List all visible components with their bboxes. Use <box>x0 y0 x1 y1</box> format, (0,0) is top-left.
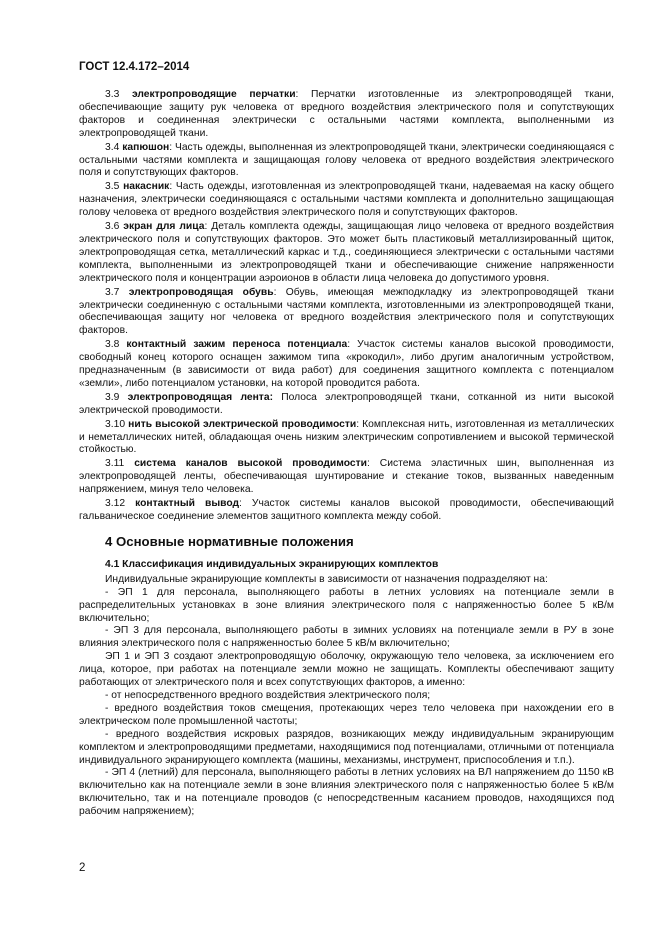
body-paragraph: - от непосредственного вредного воздействия электрического поля; <box>105 689 431 701</box>
definition-number: 3.3 <box>105 89 120 100</box>
definition-number: 3.9 <box>105 391 120 403</box>
body-paragraph: - вредного воздействия токов смещения, протекающих через тело человека при нахождении его в электрическом поле промышленной частоты; <box>79 702 614 727</box>
definition-term: накасник <box>123 181 170 193</box>
definition-item <box>79 458 614 497</box>
definition-term: электропроводящая лента: <box>127 391 274 403</box>
definition-number: 3.12 <box>105 498 126 510</box>
definition-item <box>79 339 614 391</box>
body-paragraph: - ЭП 1 для персонала, выполняющего работы в летних условиях на потенциале земли в распределительных установках в зоне влияния электрического поля с напряженностью более 5 кВ/м включительно; <box>79 586 614 624</box>
definition-term: контактный зажим переноса потенциала <box>126 339 348 351</box>
definition-item <box>79 287 614 339</box>
definition-term: система каналов высокой проводимости <box>134 458 367 470</box>
definition-item <box>79 89 614 141</box>
definition-text: : Участок системы каналов высокой проводимости, свободный конец которого оснащен зажимом типа «крокодил», либо другим аналогичным устройством, предназначенным (в зависимости от вида работ) для соединения защитного комплекта с потенциалом «земли», либо потенциалом установки, на которой проводится работа. <box>79 339 614 389</box>
definition-number: 3.6 <box>105 221 120 233</box>
definition-term: электропроводящие перчатки <box>131 89 296 100</box>
definition-number: 3.10 <box>105 418 126 430</box>
body-paragraph: - ЭП 4 (летний) для персонала, выполняющего работы в летних условиях на ВЛ напряжением до 1150 кВ включительно как на потенциале земли в зоне влияния электрического поля с напряженностью более 5 кВ/м включительно, так и на потенциале проводов (с непосредственным касанием проводов, находящихся под рабочим напряжением); <box>79 767 614 818</box>
definition-text: : Комплексная нить, изготовленная из металлических и неметаллических нитей, обладающая очень низким электрическим сопротивлением и высокой термической стойкостью. <box>79 418 614 456</box>
definition-text: : Обувь, имеющая межподкладку из электропроводящей ткани электрически соединенную с остальными частями комплекта, изготовленными из электропроводящей ткани, обеспечивающая защиту ног человека от вредного воздействия электрического поля и сопутствующих факторов. <box>79 286 614 337</box>
definition-term: электропроводящая обувь <box>128 286 274 298</box>
definition-term: контактный вывод <box>135 498 240 510</box>
definition-number: 3.7 <box>105 286 120 298</box>
definition-term: экран для лица <box>123 221 205 233</box>
definition-term: нить высокой электрической проводимости <box>128 418 357 430</box>
definitions-list <box>79 89 614 524</box>
definition-item <box>79 142 614 181</box>
definition-text: : Часть одежды, изготовленная из электропроводящей ткани, надеваемая на каску общего назначения, электрически соединяющаяся с остальными частями комплекта и дополнительно защищающая голову человека от вредного воздействия электрического поля и сопутствующих факторов. <box>79 181 614 219</box>
body-paragraph: ЭП 1 и ЭП 3 создают электропроводящую оболочку, окружающую тело человека, за исключением его лица, которое, при работах на потенциале земли можно не защищать. Комплекты обеспечивают защиту работающих от электрического поля и всех сопутствующих факторов, а именно: <box>79 651 614 689</box>
definition-number: 3.5 <box>105 181 120 193</box>
page-content <box>79 89 614 819</box>
definition-term: капюшон <box>122 141 170 153</box>
definition-item <box>79 392 614 418</box>
definition-text: : Система эластичных шин, выполненная из электропроводящей ленты, обеспечивающая шунтирование и стекание токов, вызванных наведенным напряжением, минуя тело человека. <box>79 458 614 496</box>
definition-text: : Перчатки изготовленные из электропроводящей ткани, обеспечивающие защиту рук человека от вредного воздействия электрического поля и сопутствующих факторов и соединенная электрически с остальными частями комплекта, выполненными из электропроводящей ткани. <box>79 89 614 139</box>
section-title: 4 Основные нормативные положения <box>105 533 354 549</box>
definition-text: : Участок системы каналов высокой проводимости, обеспечивающий гальваническое соединение элементов защитного комплекта между собой. <box>79 498 614 522</box>
definition-number: 3.11 <box>105 458 125 470</box>
body-paragraph: Индивидуальные экранирующие комплекты в зависимости от назначения подразделяют на: <box>105 573 548 585</box>
document-header: ГОСТ 12.4.172–2014 <box>79 61 190 73</box>
definition-number: 3.8 <box>105 339 120 351</box>
definition-text: : Часть одежды, выполненная из электропроводящей ткани, электрически соединяющаяся с остальными частями комплекта и защищающая голову человека от вредного воздействия электрического поля и сопутствующих факторов. <box>79 141 614 179</box>
page-number: 2 <box>79 862 86 874</box>
body-paragraph: - вредного воздействия искровых разрядов, возникающих между индивидуальным экранирующим комплектом и электропроводящими предметами, находящимися под потенциалами, отличными от потенциала индивидуального экранирующего комплекта (машины, механизмы, инструмент, приспособления и т.п.). <box>79 728 614 766</box>
section-body <box>79 574 614 819</box>
definition-text: : Деталь комплекта одежды, защищающая лицо человека от вредного воздействия электрического поля и сопутствующих факторов. Это может быть пластиковый металлизированный щиток, электропроводящая сетка, металлический каркас и т.д., соединяющиеся электрически с остальными частями комплекта, выполненными из электропроводящей ткани и обеспечивающие снижение напряженности электрического поля и концентрации аэроионов в области лица человека до допустимого уровня. <box>79 221 614 284</box>
definition-number: 3.4 <box>105 141 120 153</box>
body-paragraph: - ЭП 3 для персонала, выполняющего работы в зимних условиях на потенциале земли в РУ в зоне влияния электрического поля с напряженностью более 5 кВ/м включительно; <box>79 625 614 650</box>
definition-item <box>79 419 614 458</box>
subsection-title: 4.1 Классификация индивидуальных экранирующих комплектов <box>105 558 439 570</box>
definition-item <box>79 181 614 220</box>
definition-item <box>79 498 614 524</box>
definition-item <box>79 221 614 286</box>
definition-text: Полоса электропроводящей ткани, сотканной из нити высокой электрической проводимости. <box>79 391 614 416</box>
